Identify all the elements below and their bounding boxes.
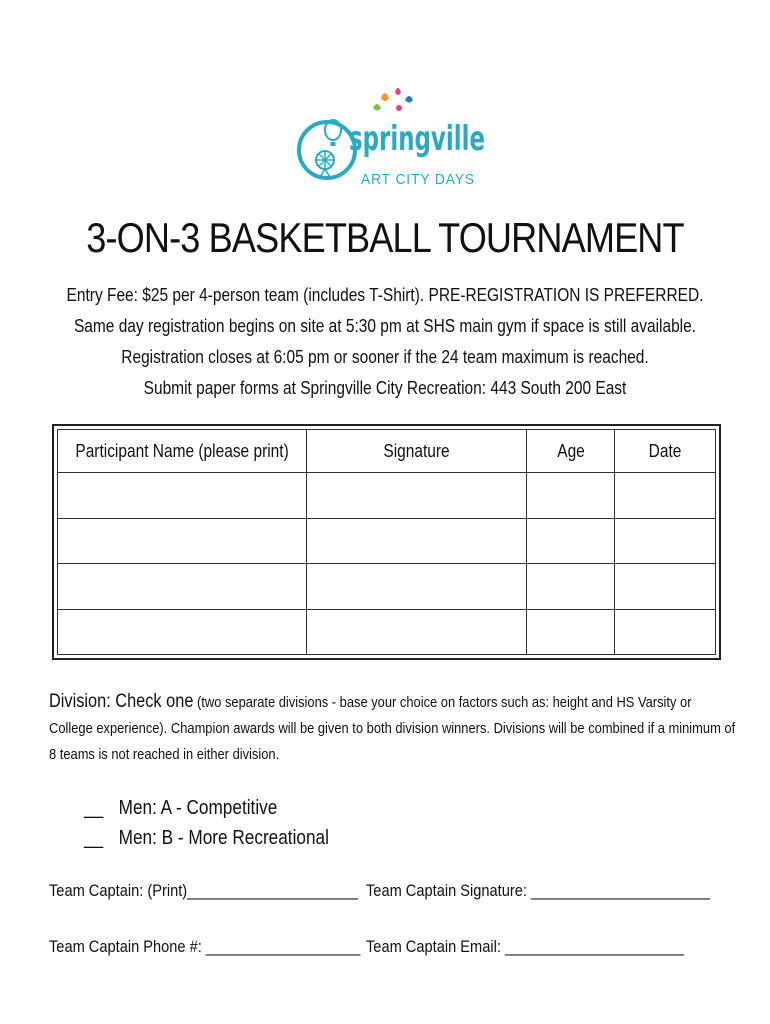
column-header-age: Age bbox=[527, 430, 615, 473]
division-options bbox=[84, 793, 329, 853]
intro-line: Same day registration begins on site at 5:30 pm at SHS main gym if space is still available. bbox=[73, 316, 697, 336]
age-field[interactable] bbox=[527, 609, 615, 654]
table-row bbox=[58, 609, 716, 654]
date-field[interactable] bbox=[615, 609, 716, 654]
intro-text bbox=[0, 280, 770, 404]
age-field[interactable] bbox=[527, 564, 615, 609]
signature-field[interactable] bbox=[307, 518, 527, 563]
captain-phone-field[interactable]: Team Captain Phone #: ___________________ bbox=[49, 937, 361, 956]
age-field[interactable] bbox=[527, 473, 615, 518]
signature-field[interactable] bbox=[307, 473, 527, 518]
division-instructions bbox=[49, 689, 737, 768]
date-field[interactable] bbox=[615, 473, 716, 518]
captain-email-field[interactable]: Team Captain Email: ______________________ bbox=[366, 937, 684, 956]
roster-table bbox=[52, 424, 721, 660]
table-row bbox=[58, 473, 716, 518]
date-field[interactable] bbox=[615, 518, 716, 563]
column-header-date: Date bbox=[615, 430, 716, 473]
participant-name-field[interactable] bbox=[58, 473, 307, 518]
springville-logo bbox=[295, 86, 495, 194]
checkbox-blank[interactable]: __ bbox=[84, 827, 104, 849]
intro-line: Registration closes at 6:05 pm or sooner if the 24 team maximum is reached. bbox=[121, 347, 649, 367]
table-row bbox=[58, 518, 716, 563]
intro-line: Entry Fee: $25 per 4-person team (includes T-Shirt). PRE-REGISTRATION IS PREFERRED. bbox=[66, 285, 704, 305]
logo-brand-text: springville bbox=[349, 119, 485, 159]
column-header-signature: Signature bbox=[307, 430, 527, 473]
table-row bbox=[58, 564, 716, 609]
division-lead: Division: Check one bbox=[49, 691, 194, 712]
division-option-a[interactable] bbox=[84, 793, 329, 823]
signature-field[interactable] bbox=[307, 609, 527, 654]
participant-name-field[interactable] bbox=[58, 564, 307, 609]
division-option-b[interactable] bbox=[84, 823, 329, 853]
roster-header-row bbox=[58, 430, 716, 473]
signature-field[interactable] bbox=[307, 564, 527, 609]
intro-line: Submit paper forms at Springville City Recreation: 443 South 200 East bbox=[143, 378, 627, 398]
option-label: Men: B - More Recreational bbox=[118, 827, 329, 849]
participant-name-field[interactable] bbox=[58, 609, 307, 654]
date-field[interactable] bbox=[615, 564, 716, 609]
page-title: 3-ON-3 BASKETBALL TOURNAMENT bbox=[86, 214, 684, 261]
column-header-participant-name: Participant Name (please print) bbox=[58, 430, 307, 473]
captain-signature-field[interactable]: Team Captain Signature: ______________________ bbox=[366, 881, 710, 900]
checkbox-blank[interactable]: __ bbox=[84, 797, 104, 819]
age-field[interactable] bbox=[527, 518, 615, 563]
option-label: Men: A - Competitive bbox=[118, 797, 278, 819]
logo-tagline-text: ART CITY DAYS bbox=[361, 171, 475, 188]
captain-print-field[interactable]: Team Captain: (Print)_____________________ bbox=[49, 881, 358, 900]
participant-name-field[interactable] bbox=[58, 518, 307, 563]
division-text: (two separate divisions - base your choice on factors such as: height and HS Varsity or College experience). Champion awards will be given to both division winners. Divisions will be combined if a minimum of 8 teams is not reached in either division. bbox=[49, 694, 736, 763]
